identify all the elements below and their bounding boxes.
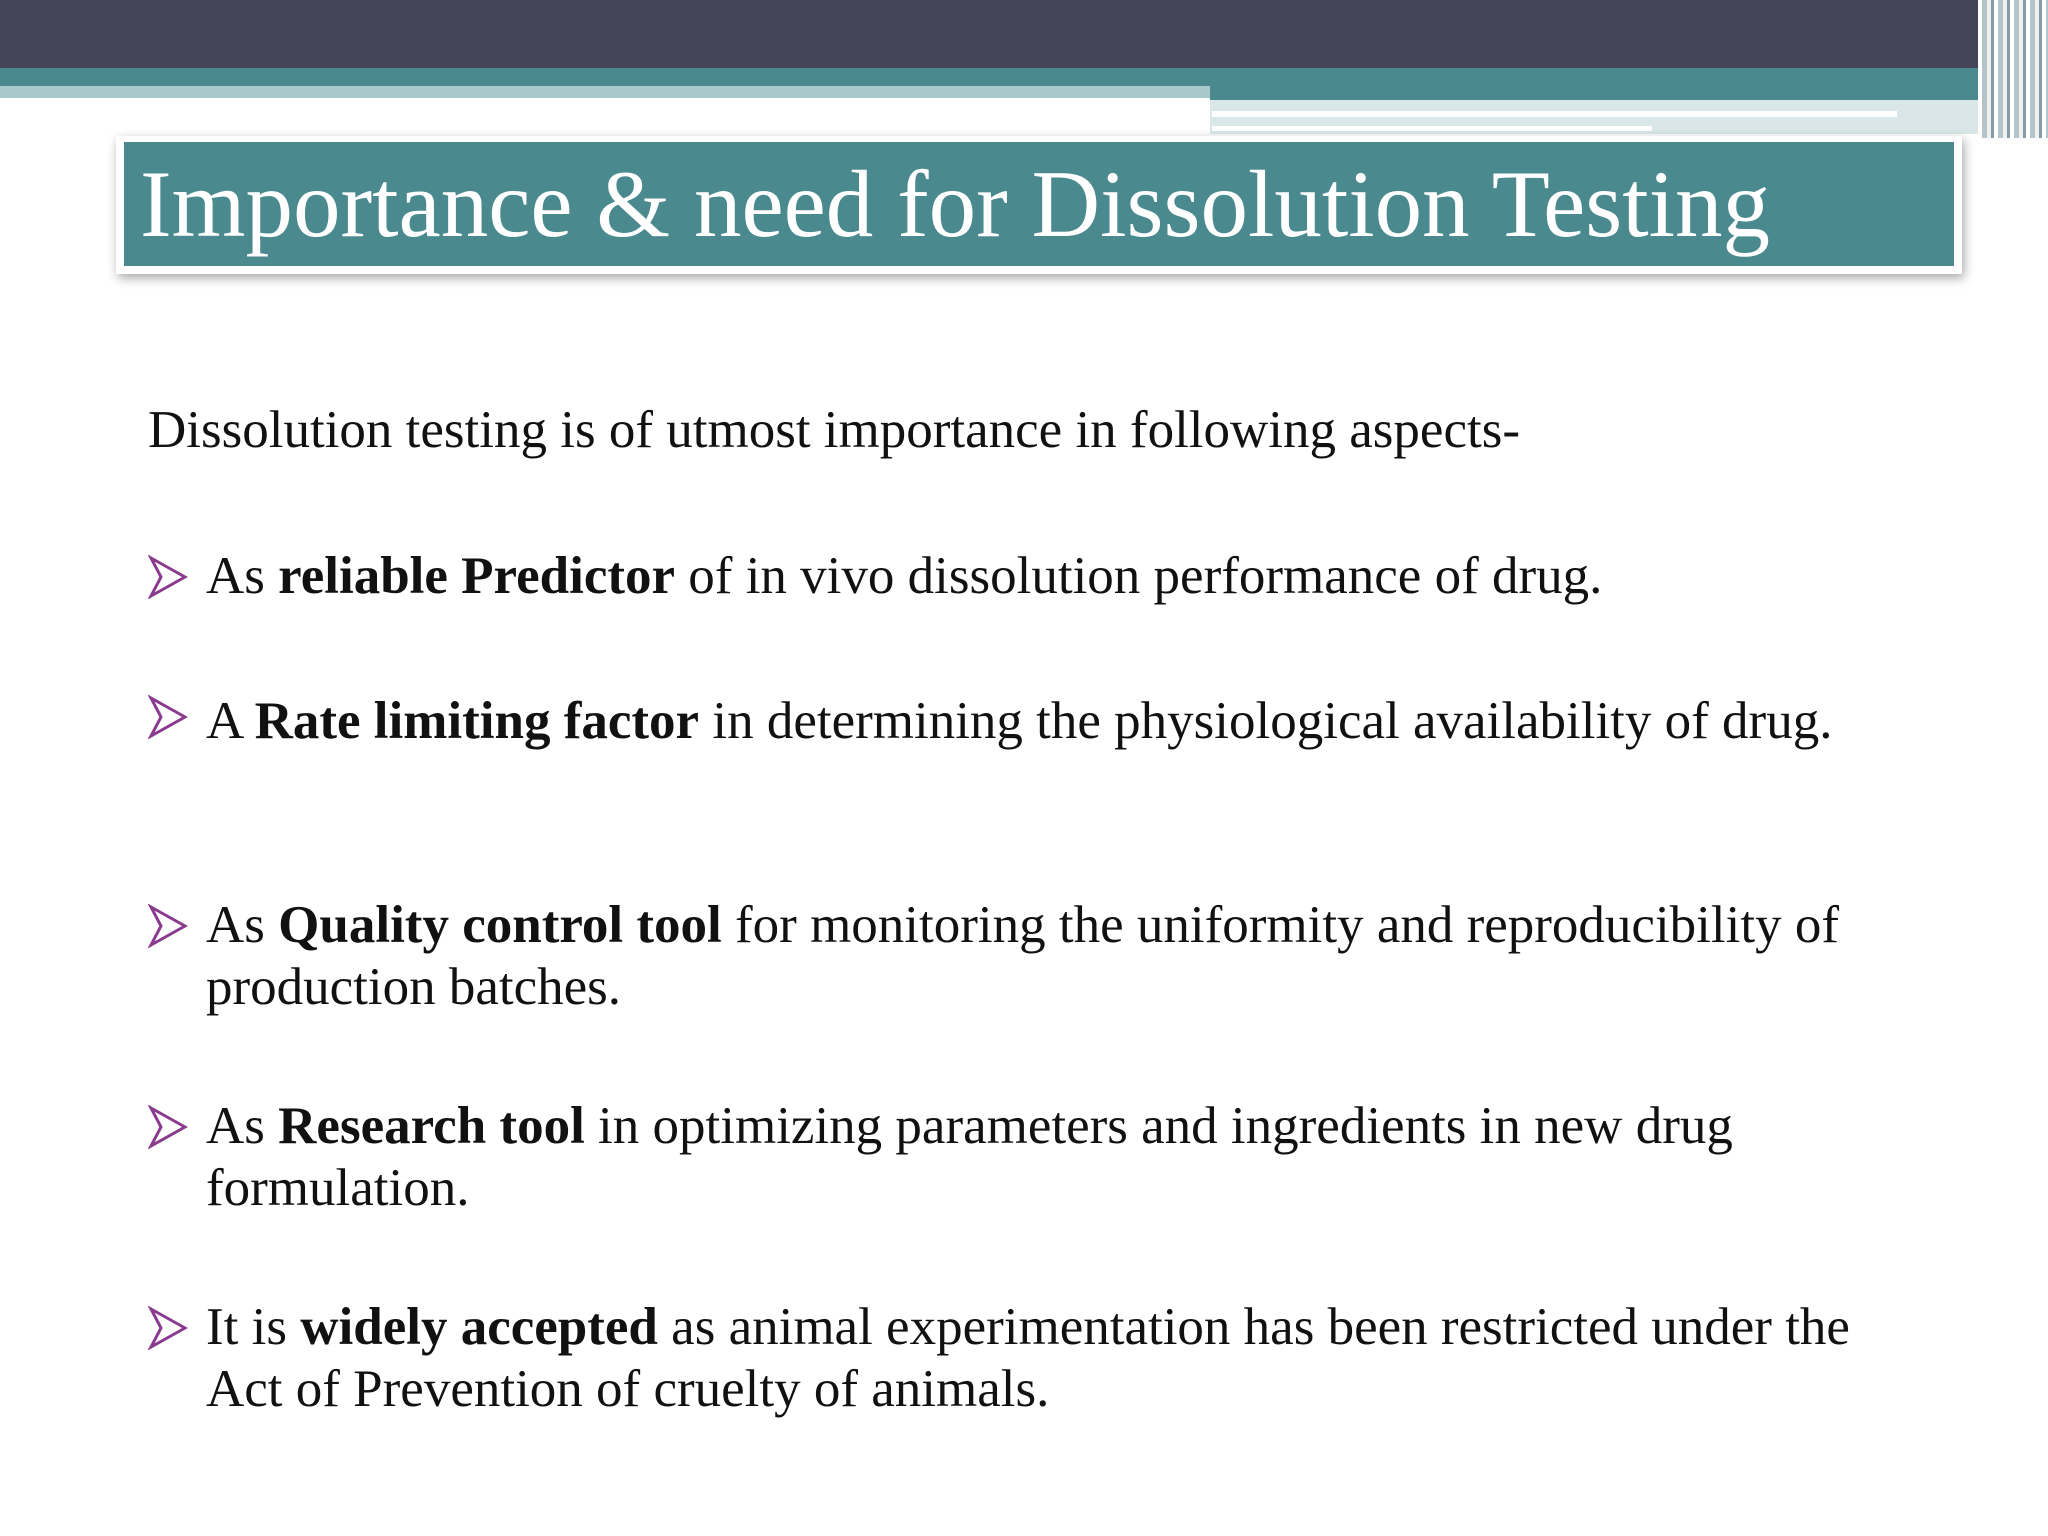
header-stripes: [1978, 0, 2048, 138]
bullet-item: [148, 1296, 1928, 1420]
bullet-text-pre: It is: [206, 1298, 301, 1356]
title-banner: [124, 142, 1954, 266]
bullet-item: [148, 894, 1928, 1018]
header-band-teal: [0, 68, 2048, 86]
bullet-text-bold: Research tool: [278, 1097, 585, 1155]
bullet-text-bold: widely accepted: [300, 1298, 658, 1356]
bullet-text-pre: As: [206, 896, 279, 954]
bullet-text-pre: As: [206, 547, 279, 605]
bullet-item: [148, 1095, 1928, 1219]
arrow-bullet-icon: [148, 904, 188, 948]
header-band-light: [0, 86, 1210, 98]
bullet-text: [206, 894, 1928, 1018]
slide-title: Importance & need for Dissolution Testing: [140, 150, 1771, 257]
bullet-text-post: for monitoring the uniformity and reproducibility of production batches.: [206, 896, 1839, 1016]
header-band-dark: [0, 0, 2048, 68]
arrow-bullet-icon: [148, 695, 188, 739]
bullet-text: [206, 1095, 1928, 1219]
title-box: [116, 136, 1962, 274]
bullet-text-post: in determining the physiological availability of drug.: [699, 692, 1833, 750]
bullet-text-pre: As: [206, 1097, 279, 1155]
header-accent-line: [1212, 111, 1897, 117]
bullet-text-pre: A: [206, 692, 255, 750]
bullet-text-bold: reliable Predictor: [278, 547, 676, 605]
arrow-bullet-icon: [148, 1306, 188, 1350]
bullet-text: [206, 545, 1928, 607]
bullet-text-bold: Rate limiting factor: [254, 692, 700, 750]
bullet-item: [148, 685, 1928, 757]
bullet-text: [206, 685, 1928, 757]
bullet-text-bold: Quality control tool: [278, 896, 722, 954]
arrow-bullet-icon: [148, 1105, 188, 1149]
bullet-item: [148, 545, 1928, 607]
bullet-text-post: as animal experimentation has been restricted under the Act of Prevention of cruelty of animals.: [206, 1298, 1850, 1418]
bullet-text-post: of in vivo dissolution performance of drug.: [675, 547, 1603, 605]
header-band-right-teal: [1210, 86, 2048, 100]
intro-text: Dissolution testing is of utmost importance in following aspects-: [148, 401, 1520, 459]
bullet-text: [206, 1296, 1928, 1420]
bullet-text-post: in optimizing parameters and ingredients in new drug formulation.: [206, 1097, 1733, 1217]
arrow-bullet-icon: [148, 555, 188, 599]
header-accent-line: [1212, 126, 1652, 131]
